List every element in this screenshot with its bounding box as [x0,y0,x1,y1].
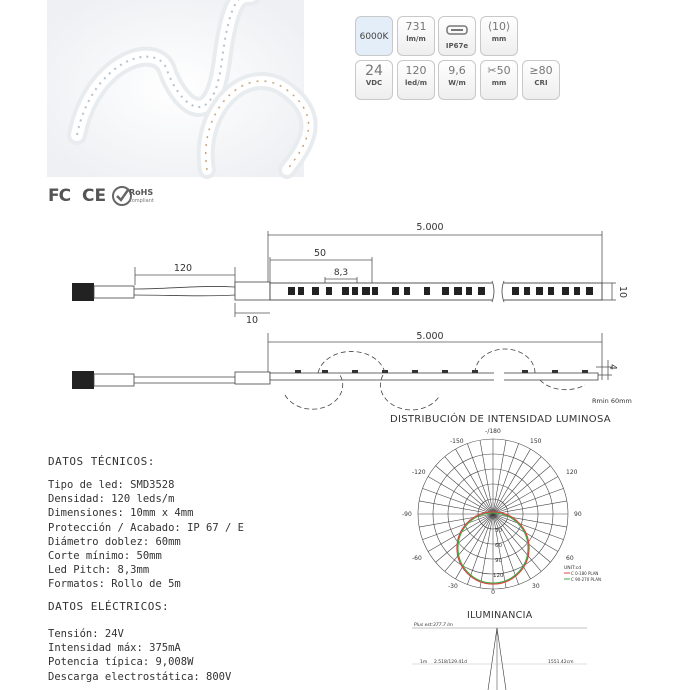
end-cap-top [235,282,270,300]
dim-pitch: 8,3 [333,268,349,278]
voltage-unit: VDC [365,79,383,87]
angle-label-m120: -120 [412,469,426,476]
spec-line: Formatos: Rollo de 5m [48,578,181,591]
illuminance-title: ILUMINANCIA [467,610,533,621]
spec-line: Densidad: 120 leds/m [48,493,175,506]
polar-diagram [400,426,601,596]
illuminance-distance: 1m [420,660,428,665]
product-photo [47,0,304,177]
angle-label-60: 60 [566,555,574,562]
spec-line: Dimensiones: 10mm x 4mm [48,507,194,520]
connector-side [72,371,94,389]
ring-label-60: 60 [495,543,502,549]
angle-label-m150: -150 [450,438,464,445]
ring-label-30: 30 [495,528,502,534]
scissors-icon: ✂ [487,64,497,77]
voltage-icon [355,60,393,100]
cut-length-value: 50 [496,64,511,77]
width-value: 10 [492,20,506,33]
power-icon [438,60,476,100]
lumens-unit: lm/m [406,35,426,43]
strip-profile-icon [445,23,469,37]
width-unit: mm [491,35,507,43]
spec-line: Descarga electrostática: 800V [48,670,232,683]
legend-c90: C 90-270 PLAN [571,577,601,582]
dim-segment: 50 [313,248,327,259]
connector-top [72,283,94,301]
angle-label-m60: -60 [412,555,422,562]
angle-label-m90: -90 [402,511,412,518]
spec-line: Potencia típica: 9,008W [48,656,194,669]
cut-length-unit: mm [491,79,507,87]
led-density-value: 120 [405,64,427,77]
ce-logo: CE [82,186,107,206]
illuminance-diameter-value: 1551.42cm [548,660,574,665]
connector-sleeve-top [94,286,134,298]
illuminance-diagram [412,622,587,690]
dim-end: 10 [245,315,259,326]
ring-label-120: 120 [493,573,504,579]
color-temperature-value: 6000K [359,32,389,42]
rohs-logo [112,184,154,208]
legend-unit: UNIT:cd [564,566,582,571]
dim-cable: 120 [173,263,193,274]
ip-rating-value: IP67e [445,42,469,50]
led-strip-illustration [47,0,304,177]
ring-label-90: 90 [495,558,502,564]
angle-label-180: -/180 [485,428,501,435]
voltage-value: 24 [365,63,383,79]
width-icon: ⟨10⟩ mm [480,16,518,56]
spec-line: Tipo de led: SMD3528 [48,479,175,491]
dim-width: 10 [617,285,628,299]
illuminance-lux-value: 2.518/129.41d [434,660,468,665]
technical-list [48,478,244,592]
illuminance-header: Plus est:377.7 lm [414,623,453,628]
cri-unit: CRI [534,79,548,87]
spec-line: Protección / Acabado: IP 67 / E [48,521,244,534]
angle-label-90: 90 [574,511,582,518]
polar-title: DISTRIBUCIÓN DE INTENSIDAD LUMINOSA [390,414,611,425]
ip-rating-icon [438,16,476,56]
rohs-sublabel: compliant [129,198,154,204]
angle-label-m30: -30 [448,583,458,590]
angle-label-0: 0 [491,589,495,596]
end-cap-side [235,372,270,384]
spec-line: Diámetro doblez: 60mm [48,535,181,548]
cri-value: ≥80 [529,64,553,77]
cut-length-icon [480,60,518,100]
electrical-list [48,627,231,684]
angle-label-150: 150 [530,438,542,445]
dim-thickness: 4 [607,363,618,371]
spec-line: Corte mínimo: 50mm [48,550,162,563]
technical-heading: DATOS TÉCNICOS: [48,455,155,468]
legend-c0: C 0-180 PLAN [571,571,599,576]
spec-line: Intensidad máx: 375mA [48,642,181,655]
fcc-logo: FC [48,186,71,206]
rohs-label: RoHS [129,188,154,197]
led-density-unit: led/m [404,79,427,87]
cri-icon [522,60,560,100]
spec-line: Led Pitch: 8,3mm [48,564,150,577]
lumens-value: 731 [405,20,427,33]
power-unit: W/m [448,79,466,87]
color-temperature-icon [355,16,393,56]
angle-label-120: 120 [566,469,578,476]
bend-radius-label: Rmin 60mm [592,397,632,405]
electrical-heading: DATOS ELÉCTRICOS: [48,600,170,613]
lumens-icon [397,16,435,56]
technical-drawing [0,215,689,410]
strip-side-view [270,373,598,380]
dim-length-side: 5.000 [416,331,444,342]
power-value: 9,6 [448,64,466,77]
angle-label-30: 30 [532,583,540,590]
led-density-icon [397,60,435,100]
dim-length-top: 5.000 [416,222,444,233]
connector-sleeve-side [94,374,134,386]
spec-line: Tensión: 24V [48,628,124,640]
